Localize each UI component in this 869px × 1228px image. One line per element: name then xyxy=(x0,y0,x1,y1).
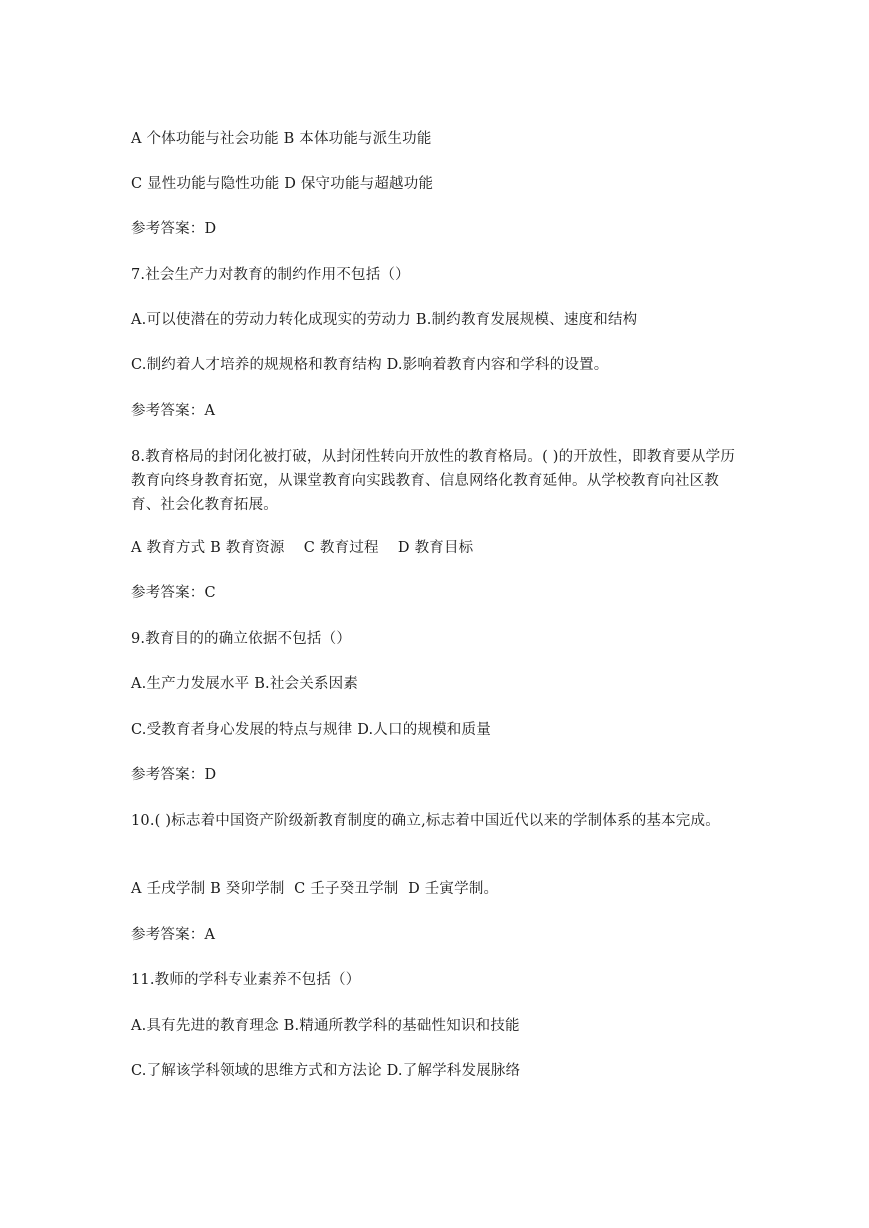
question-9: 9.教育目的的确立依据不包括（） xyxy=(131,631,352,647)
answer-line: 参考答案：C xyxy=(131,585,216,601)
answer-line: 参考答案：D xyxy=(131,221,217,237)
option-line: A.生产力发展水平 B.社会关系因素 xyxy=(131,676,359,692)
question-8: 8.教育格局的封闭化被打破，从封闭性转向开放性的教育格局。( )的开放性，即教育要从学历教育向终身教育拓宽，从课堂教育向实践教育、信息网络化教育延伸。从学校教育向社区教育、社会化教育拓展。 xyxy=(131,449,736,513)
option-line: C.了解该学科领域的思维方式和方法论 D.了解学科发展脉络 xyxy=(131,1063,521,1079)
option-line: C 显性功能与隐性功能 D 保守功能与超越功能 xyxy=(131,176,434,192)
question-10: 10.( )标志着中国资产阶级新教育制度的确立,标志着中国近代以来的学制体系的基本完成。 xyxy=(131,813,720,829)
answer-line: 参考答案：A xyxy=(131,403,216,419)
answer-line: 参考答案：A xyxy=(131,927,216,943)
option-line: C.制约着人才培养的规规格和教育结构 D.影响着教育内容和学科的设置。 xyxy=(131,357,609,373)
question-7: 7.社会生产力对教育的制约作用不包括（） xyxy=(131,267,410,283)
question-11: 11.教师的学科专业素养不包括（） xyxy=(131,972,361,988)
option-line: A 教育方式 B 教育资源 C 教育过程 D 教育目标 xyxy=(131,540,474,556)
option-line: A 个体功能与社会功能 B 本体功能与派生功能 xyxy=(131,131,432,147)
option-line: C.受教育者身心发展的特点与规律 D.人口的规模和质量 xyxy=(131,722,491,738)
option-line: A.可以使潜在的劳动力转化成现实的劳动力 B.制约教育发展规模、速度和结构 xyxy=(131,312,638,328)
option-line: A.具有先进的教育理念 B.精通所教学科的基础性知识和技能 xyxy=(131,1018,520,1034)
option-line: A 壬戌学制 B 癸卯学制 C 壬子癸丑学制 D 壬寅学制。 xyxy=(131,881,499,897)
answer-line: 参考答案：D xyxy=(131,767,217,783)
